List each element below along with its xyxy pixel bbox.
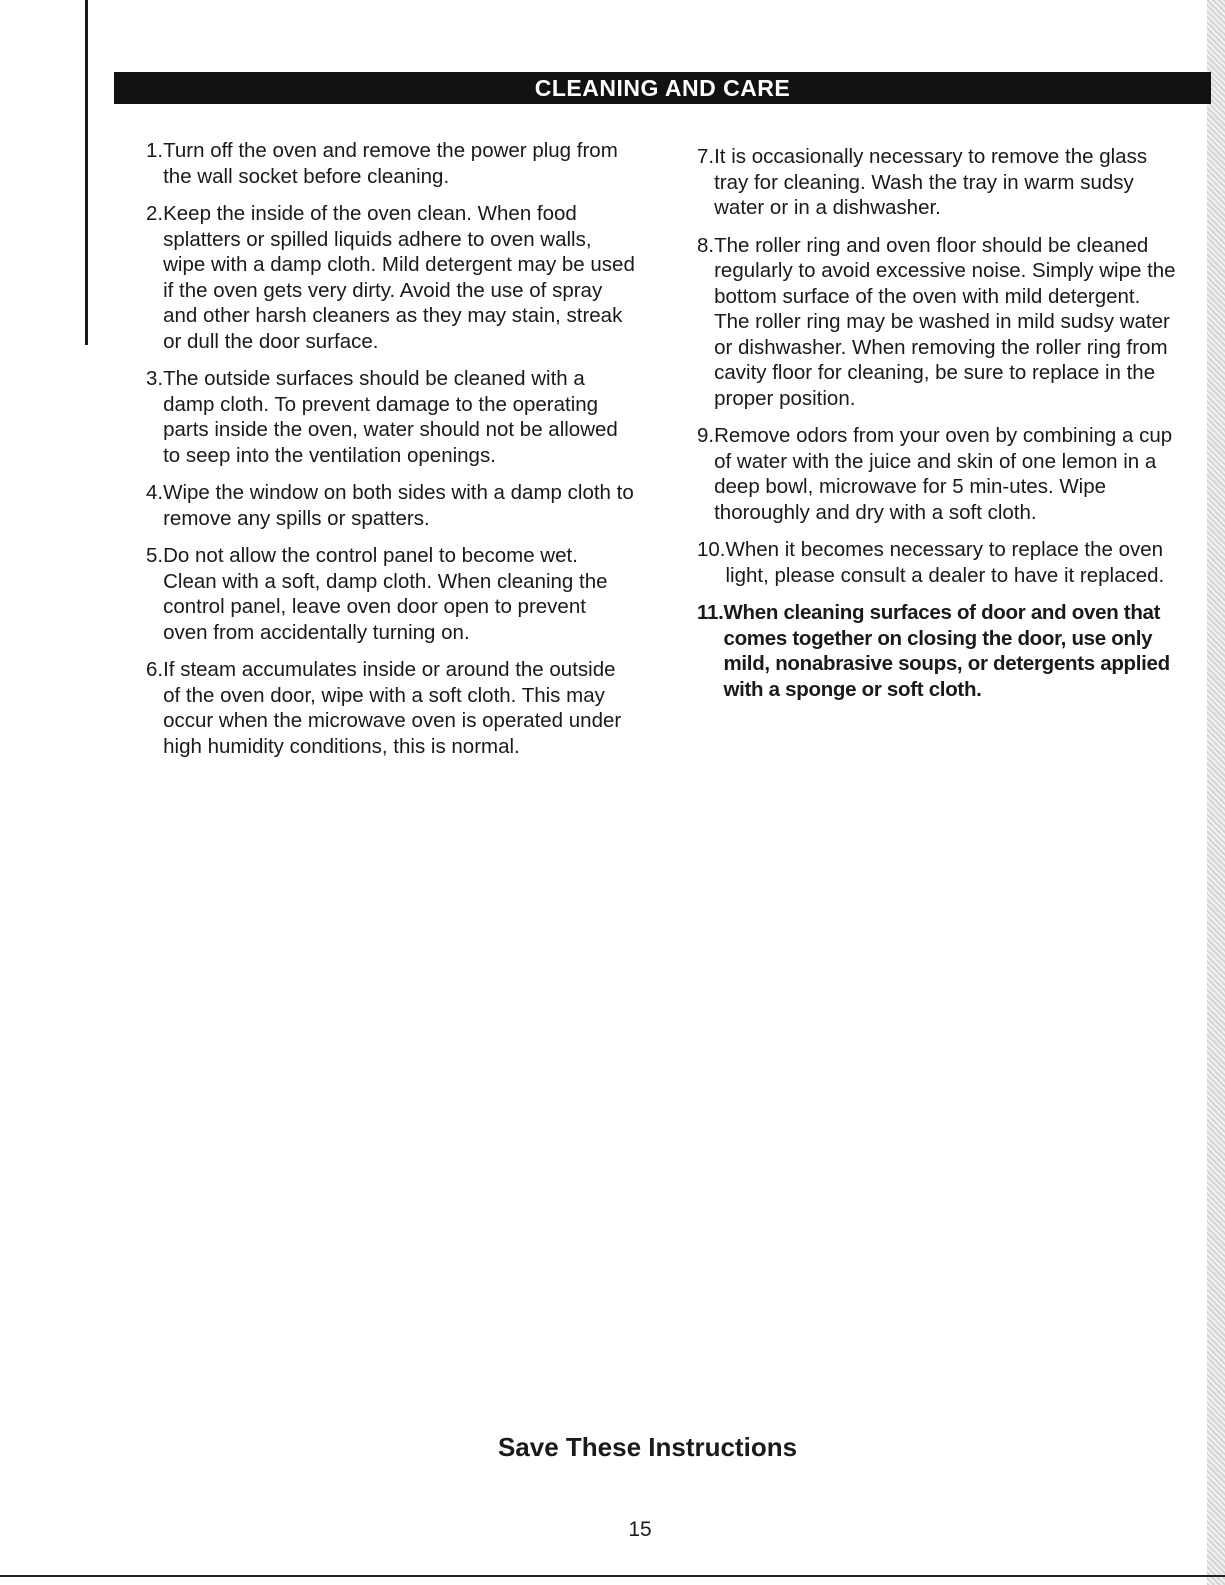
page-edge-shadow: [1207, 0, 1225, 1585]
step-text: When it becomes necessary to replace the oven light, please consult a dealer to have it replaced.: [725, 538, 1165, 587]
step-number: 9.: [697, 424, 715, 447]
list-item: [697, 600, 1177, 702]
list-item: [146, 366, 636, 468]
list-item: [146, 138, 636, 189]
binding-line: [85, 0, 88, 345]
list-item: [146, 543, 636, 645]
list-item: [697, 233, 1177, 412]
step-text: Do not allow the control panel to become wet. Clean with a soft, damp cloth. When cleaning the control panel, leave oven door open to prevent oven from accidentally turning on.: [163, 544, 608, 644]
step-text: The outside surfaces should be cleaned with a damp cloth. To prevent damage to the operating parts inside the oven, water should not be allowed to seep into the ventilation openings.: [163, 367, 618, 467]
right-steps-list: [697, 144, 1177, 702]
bottom-rule: [0, 1575, 1225, 1577]
left-steps-list: [146, 138, 636, 759]
step-number: 11.: [697, 601, 724, 624]
list-item: [146, 657, 636, 759]
list-item: [146, 480, 636, 531]
step-number: 1.: [146, 139, 164, 162]
step-number: 2.: [146, 202, 164, 225]
save-instructions-note: Save These Instructions: [497, 1432, 798, 1462]
step-text: The roller ring and oven floor should be cleaned regularly to avoid excessive noise. Simply wipe the bottom surface of the oven with mild detergent. The roller ring may be washed in mild sudsy water or dishwasher. When removing the roller ring from cavity floor for cleaning, be sure to replace in the proper position.: [714, 233, 1176, 410]
step-number: 4.: [146, 481, 164, 504]
step-number: 8.: [697, 233, 715, 257]
step-text: Remove odors from your oven by combining a cup of water with the juice and skin of one lemon in a deep bowl, microwave for 5 min-utes. Wipe thoroughly and dry with a soft cloth.: [714, 424, 1173, 524]
left-column: [146, 138, 636, 771]
list-item: [146, 201, 636, 354]
section-header: [114, 72, 1211, 104]
step-number: 5.: [146, 544, 164, 567]
step-text: Wipe the window on both sides with a damp cloth to remove any spills or spatters.: [163, 481, 634, 530]
step-number: 3.: [146, 367, 164, 390]
step-number: 6.: [146, 658, 164, 681]
right-column: [697, 144, 1177, 714]
list-item: [697, 537, 1177, 588]
list-item: [697, 423, 1177, 525]
step-text: If steam accumulates inside or around the outside of the oven door, wipe with a soft cloth. This may occur when the microwave oven is operated under high humidity conditions, this is normal.: [163, 658, 622, 758]
section-title: CLEANING AND CARE: [534, 74, 791, 101]
list-item: [697, 144, 1177, 221]
step-text: Keep the inside of the oven clean. When food splatters or spilled liquids adhere to oven walls, wipe with a damp cloth. Mild detergent may be used if the oven gets very dirty. Avoid the use of spray and other harsh cleaners as they may stain, streak or dull the door surface.: [163, 202, 635, 353]
step-number: 10.: [697, 538, 726, 561]
step-number: 7.: [697, 145, 715, 168]
step-text: When cleaning surfaces of door and oven that comes together on closing the door, use only mild, nonabrasive soups, or detergents applied with a sponge or soft cloth.: [723, 601, 1170, 701]
step-text: It is occasionally necessary to remove the glass tray for cleaning. Wash the tray in warm sudsy water or in a dishwasher.: [714, 145, 1148, 219]
step-text: Turn off the oven and remove the power plug from the wall socket before cleaning.: [163, 139, 618, 188]
page-number: 15: [628, 1518, 652, 1541]
